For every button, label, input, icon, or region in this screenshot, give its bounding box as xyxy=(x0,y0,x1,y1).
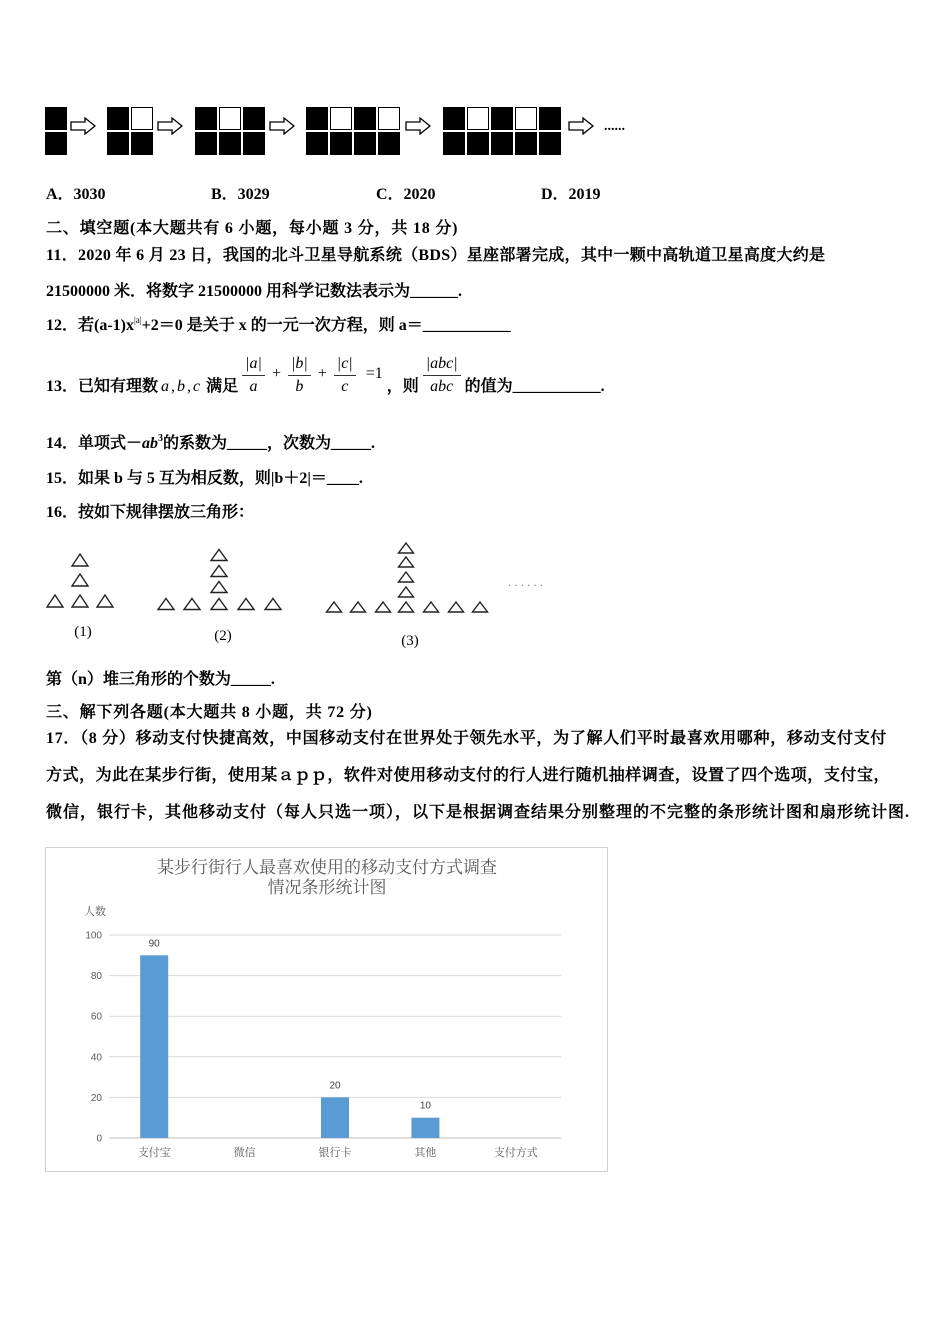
triangle-pile-3 xyxy=(327,543,488,612)
right-arrow-icon xyxy=(405,117,431,135)
q14-exponent: 3 xyxy=(158,433,164,444)
triangle-icon xyxy=(158,599,174,610)
pattern-top-row xyxy=(107,107,153,130)
black-square xyxy=(45,107,67,130)
question-13 xyxy=(46,348,605,398)
square-pattern-2 xyxy=(107,107,153,155)
q12-suffix: +2＝0 是关于 x 的一元一次方程，则 a＝___________ xyxy=(141,317,511,334)
question-17-line-1: 17．（8 分）移动支付快捷高效，中国移动支付在世界处于领先水平，为了解人们平时最喜欢用哪种，移动支付支付 xyxy=(46,730,888,747)
triangle-icon xyxy=(327,602,342,612)
white-square xyxy=(131,107,153,130)
q14-prefix: 14．单项式－ xyxy=(46,435,143,452)
black-square xyxy=(306,107,328,130)
question-16-answer-line: 第（n）堆三角形的个数为_____. xyxy=(46,671,275,688)
black-square xyxy=(219,132,241,155)
triangle-icon xyxy=(72,574,88,586)
black-square xyxy=(243,132,265,155)
black-square xyxy=(330,132,352,155)
black-square xyxy=(378,132,400,155)
black-square xyxy=(443,132,465,155)
x-tick-label: 微信 xyxy=(233,1147,256,1159)
fraction-denominator: c xyxy=(341,378,349,395)
pattern-bottom-row xyxy=(107,132,153,155)
q12-exponent: |a| xyxy=(134,315,142,325)
pattern-bottom-row xyxy=(195,132,265,155)
q14-suffix: 的系数为_____，次数为_____. xyxy=(163,435,376,452)
figure-label-3: (3) xyxy=(401,633,419,649)
triangle-icon xyxy=(211,550,227,561)
equals-one: =1 xyxy=(365,365,383,382)
question-11-line-1: 11．2020 年 6 月 23 日，我国的北斗卫星导航系统（BDS）星座部署完成，其中一颗中高轨道卫星高度大约是 xyxy=(46,247,826,264)
triangle-pattern-figure xyxy=(40,538,560,653)
data-label: 20 xyxy=(329,1080,341,1092)
pattern-top-row xyxy=(195,107,265,130)
bar xyxy=(140,955,168,1138)
q13-condition-word: 满足 xyxy=(206,378,239,395)
bar-chart-canvas xyxy=(46,848,607,1171)
fraction-numerator: |abc| xyxy=(423,353,461,376)
y-tick-label: 100 xyxy=(85,930,102,942)
black-square xyxy=(467,132,489,155)
black-square xyxy=(491,132,513,155)
y-tick-label: 20 xyxy=(90,1092,102,1104)
y-tick-label: 40 xyxy=(90,1052,102,1064)
option-c: C．2020 xyxy=(376,186,436,203)
triangle-icon xyxy=(399,572,414,582)
right-arrow-icon xyxy=(70,117,96,135)
right-arrow-icon xyxy=(568,117,594,135)
black-square xyxy=(491,107,513,130)
triangle-icon xyxy=(376,602,391,612)
q13-then: ，则 xyxy=(386,378,419,395)
triangle-icon xyxy=(399,557,414,567)
triangle-icon xyxy=(184,599,200,610)
right-arrow-icon xyxy=(269,117,295,135)
data-label: 90 xyxy=(148,938,160,950)
square-pattern-5 xyxy=(443,107,561,155)
right-arrow-icon xyxy=(157,117,183,135)
triangle-icon xyxy=(399,602,414,612)
square-pattern-3 xyxy=(195,107,265,155)
pattern-bottom-row xyxy=(45,132,67,155)
q13-suffix: 的值为___________. xyxy=(464,378,605,395)
triangle-icon xyxy=(47,595,63,607)
white-square xyxy=(515,107,537,130)
triangle-pile-2 xyxy=(158,550,281,610)
triangle-icon xyxy=(473,602,488,612)
triangle-icon xyxy=(72,554,88,566)
black-square xyxy=(107,107,129,130)
black-square xyxy=(107,132,129,155)
fraction-numerator: |c| xyxy=(334,353,356,376)
black-square xyxy=(539,132,561,155)
triangle-icon xyxy=(265,599,281,610)
triangle-icon xyxy=(399,587,414,597)
white-square xyxy=(219,107,241,130)
x-tick-label: 其他 xyxy=(414,1147,437,1159)
fraction-abs-b-over-b xyxy=(288,353,311,398)
square-pattern-4 xyxy=(306,107,400,155)
y-tick-label: 0 xyxy=(96,1133,102,1145)
fraction-abs-a-over-a xyxy=(242,353,265,398)
fraction-abs-c-over-c xyxy=(334,353,356,398)
square-pattern-1 xyxy=(45,107,67,155)
triangle-icon xyxy=(211,582,227,593)
question-12 xyxy=(46,316,511,336)
y-axis-label: 人数 xyxy=(84,906,106,918)
section-3-heading: 三、解下列各题(本大题共 8 小题，共 72 分) xyxy=(46,704,373,721)
white-square xyxy=(378,107,400,130)
question-17-line-2: 方式，为此在某步行街，使用某ａｐｐ，软件对使用移动支付的行人进行随机抽样调查，设置了四个选项，支付宝， xyxy=(46,767,891,784)
y-tick-label: 80 xyxy=(90,971,102,983)
white-square xyxy=(467,107,489,130)
question-17-line-3: 微信，银行卡，其他移动支付（每人只选一项），以下是根据调查结果分别整理的不完整的条形统计图和扇形统计图. xyxy=(46,804,911,821)
black-square xyxy=(354,132,376,155)
triangle-icon xyxy=(449,602,464,612)
pattern-bottom-row xyxy=(306,132,400,155)
triangle-icon xyxy=(211,566,227,577)
black-square xyxy=(354,107,376,130)
y-tick-label: 60 xyxy=(90,1011,102,1023)
triangle-icon xyxy=(72,595,88,607)
pattern-top-row xyxy=(45,107,67,130)
question-15: 15．如果 b 与 5 互为相反数，则|b＋2|＝____. xyxy=(46,470,363,487)
triangle-icon xyxy=(351,602,366,612)
x-tick-label: 银行卡 xyxy=(318,1147,352,1159)
fraction-denominator: a xyxy=(249,378,258,395)
x-tick-label: 支付宝 xyxy=(137,1147,171,1159)
white-square xyxy=(330,107,352,130)
figure-label-2: (2) xyxy=(214,628,232,644)
option-d: D．2019 xyxy=(541,186,601,203)
fraction-abs-abc-over-abc xyxy=(423,353,461,398)
fraction-denominator: abc xyxy=(430,378,454,395)
black-square xyxy=(131,132,153,155)
section-2-heading: 二、填空题(本大题共有 6 小题，每小题 3 分，共 18 分) xyxy=(46,220,459,237)
option-a: A．3030 xyxy=(46,186,106,203)
triangle-icon xyxy=(97,595,113,607)
q12-prefix: 12．若(a-1)x xyxy=(46,317,134,334)
sequence-ellipsis: ...... xyxy=(604,119,625,134)
figure-ellipsis: ...... xyxy=(507,575,547,589)
fraction-denominator: b xyxy=(295,378,304,395)
triangle-icon xyxy=(424,602,439,612)
black-square xyxy=(195,107,217,130)
black-square xyxy=(443,107,465,130)
triangle-icon xyxy=(211,599,227,610)
black-square xyxy=(539,107,561,130)
black-square xyxy=(243,107,265,130)
black-square xyxy=(306,132,328,155)
black-square xyxy=(515,132,537,155)
x-axis-label: 支付方式 xyxy=(493,1147,538,1159)
triangle-icon xyxy=(238,599,254,610)
question-14 xyxy=(46,434,375,454)
q14-monomial: ab xyxy=(142,435,159,452)
fraction-numerator: |a| xyxy=(242,353,265,376)
fraction-numerator: |b| xyxy=(288,353,311,376)
triangle-pile-1 xyxy=(47,554,113,607)
black-square xyxy=(45,132,67,155)
q13-variables: a,b,c xyxy=(161,378,203,395)
chart-title-line: 情况条形统计图 xyxy=(267,878,387,897)
question-11-line-2: 21500000 米．将数字 21500000 用科学记数法表示为______. xyxy=(46,283,463,300)
q13-prefix: 13．已知有理数 xyxy=(46,378,159,395)
option-b: B．3029 xyxy=(211,186,270,203)
plus-sign: + xyxy=(317,365,327,382)
figure-label-1: (1) xyxy=(74,624,92,640)
question-16: 16．按如下规律摆放三角形： xyxy=(46,504,255,521)
bar xyxy=(321,1097,349,1138)
pattern-bottom-row xyxy=(443,132,561,155)
data-label: 10 xyxy=(419,1100,431,1112)
bar xyxy=(411,1118,439,1138)
plus-sign: + xyxy=(271,365,281,382)
triangle-icon xyxy=(399,543,414,553)
pattern-top-row xyxy=(443,107,561,130)
black-square xyxy=(195,132,217,155)
pattern-top-row xyxy=(306,107,400,130)
bar-chart xyxy=(45,847,608,1172)
chart-title-line: 某步行街行人最喜欢使用的移动支付方式调查 xyxy=(157,858,497,877)
